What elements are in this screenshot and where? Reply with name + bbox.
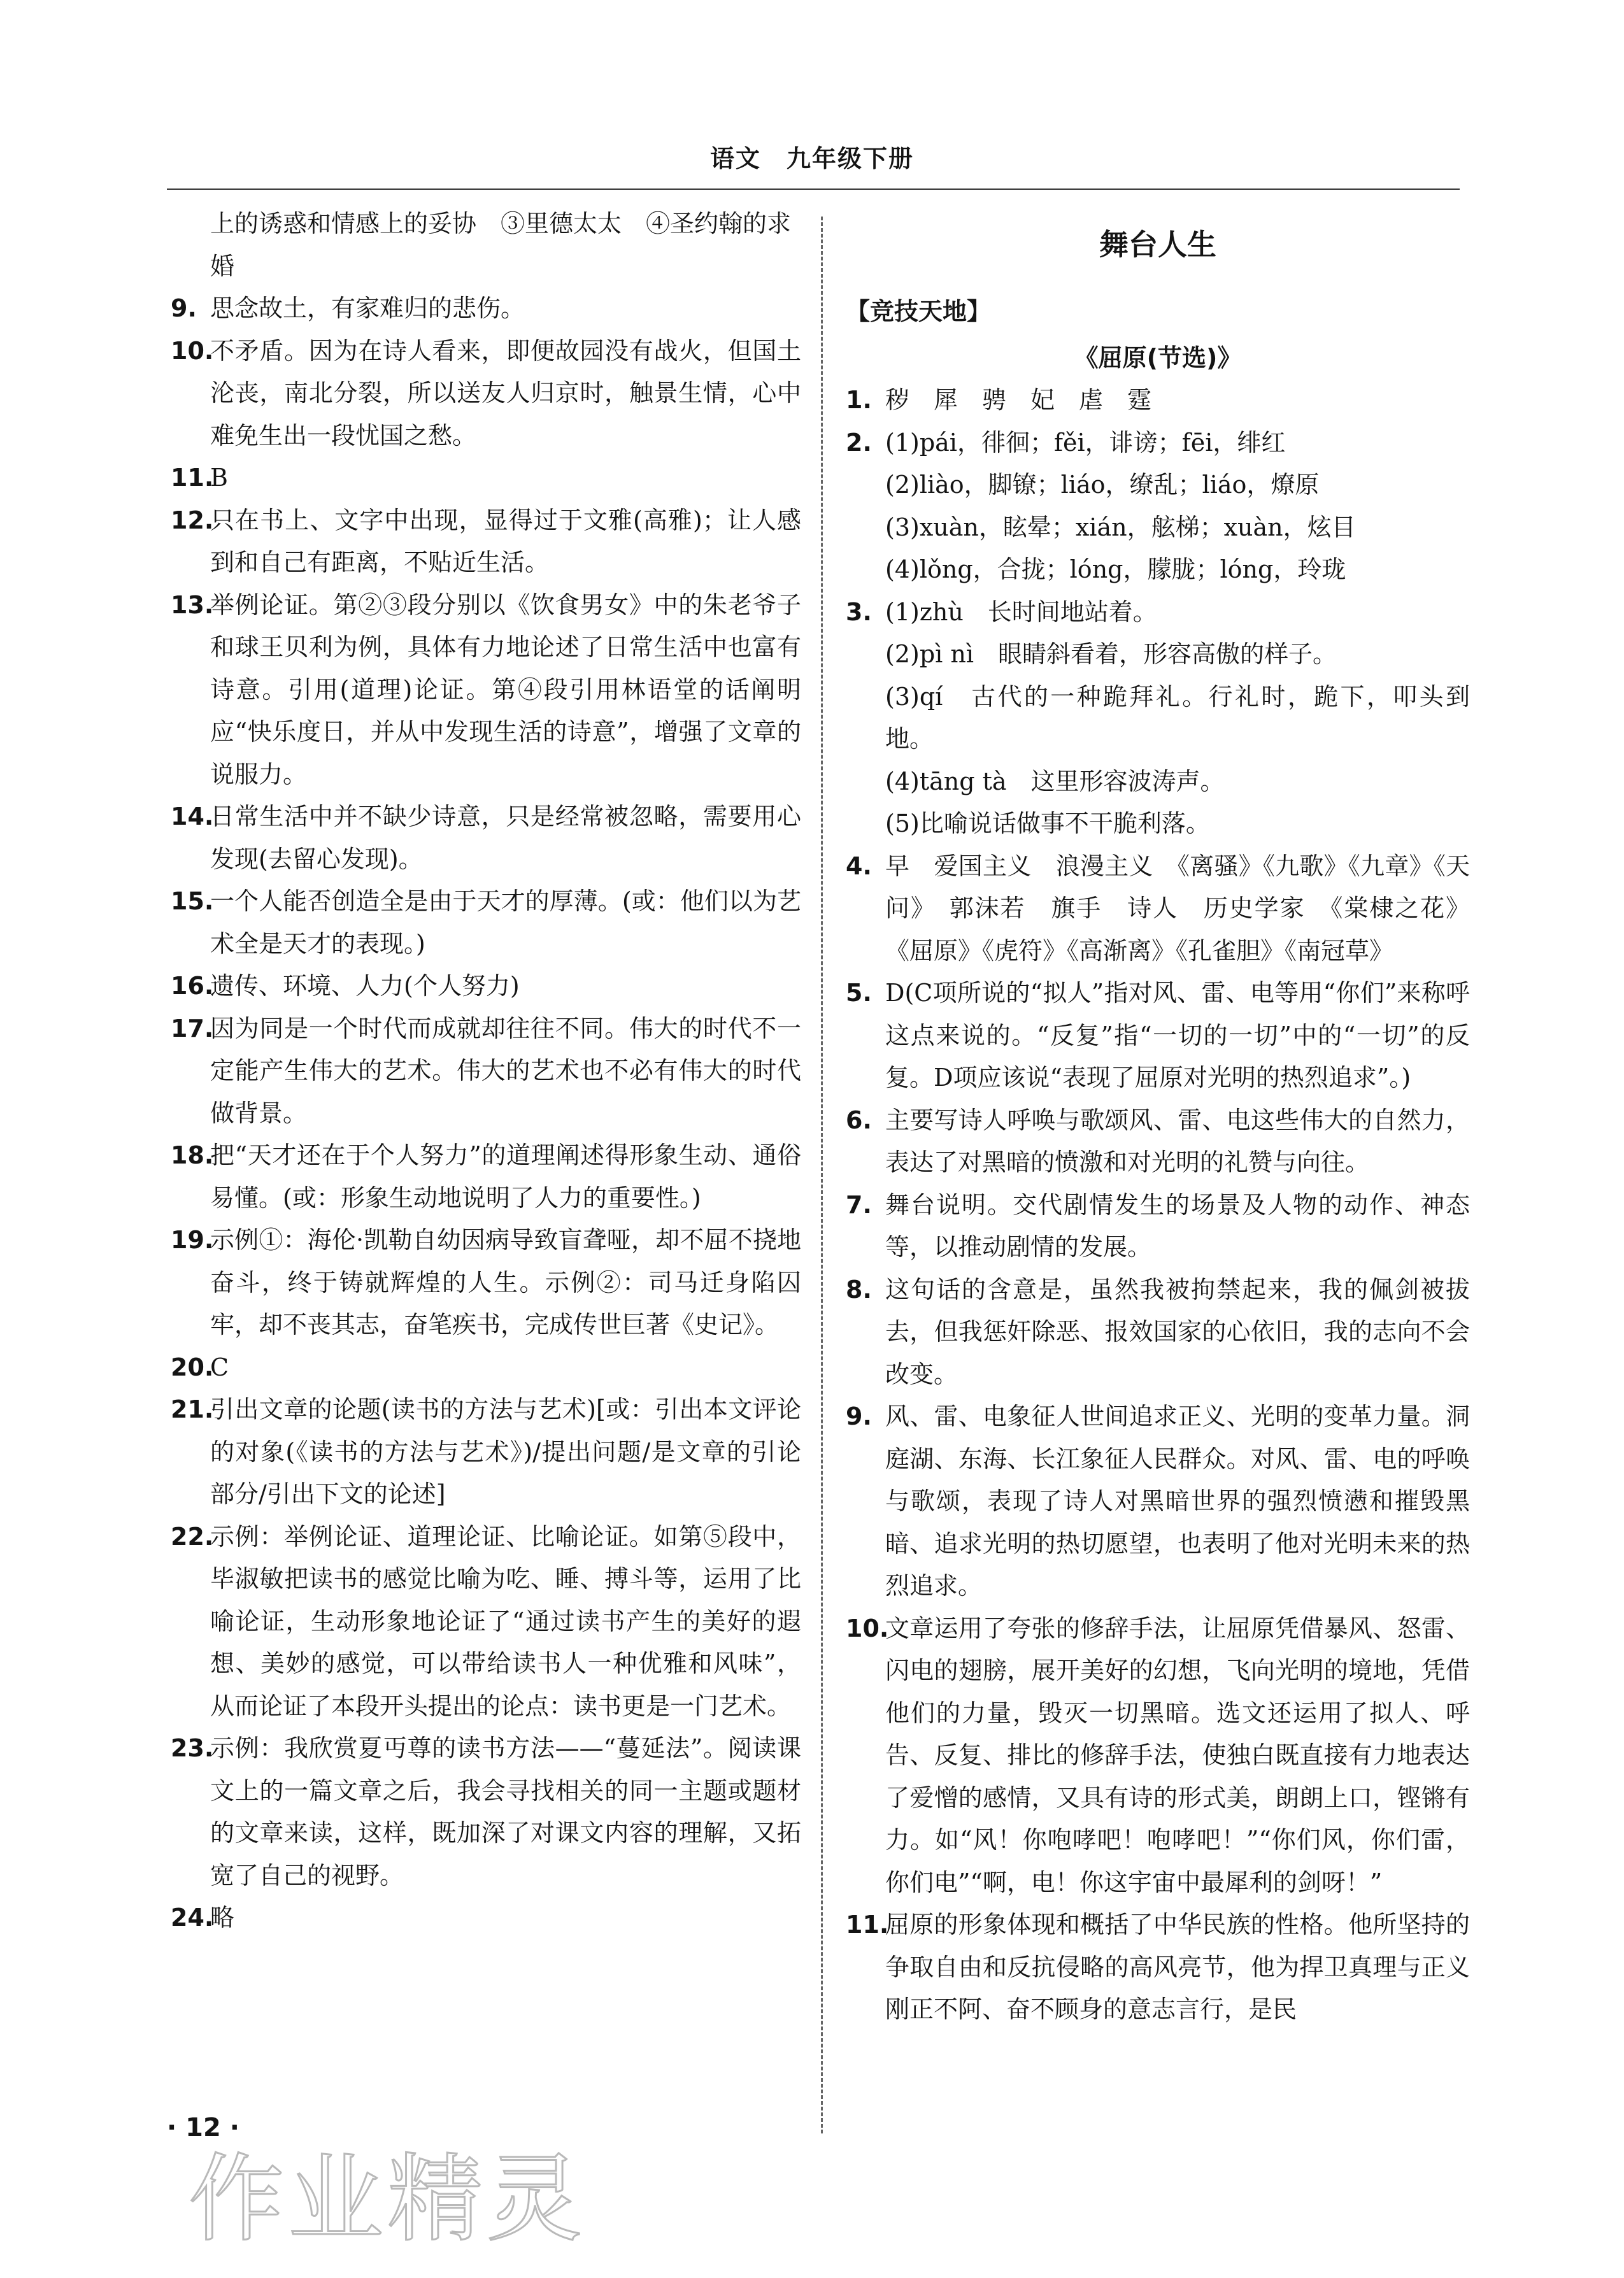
answer-line: (3)qí 古代的一种跪拜礼。行礼时，跪下，叩头到地。 [885, 682, 1470, 753]
answer-item [171, 457, 801, 499]
left-column [171, 203, 801, 1939]
answer-number: 7. [846, 1190, 872, 1219]
answer-item [846, 1184, 1470, 1269]
answer-number: 22. [171, 1522, 214, 1551]
answer-item [171, 287, 801, 330]
answer-number: 23. [171, 1734, 214, 1762]
answer-item [171, 1388, 801, 1516]
answer-number: 4. [846, 851, 872, 880]
section-title: 舞台人生 [1099, 227, 1216, 262]
answer-text: 示例：举例论证、道理论证、比喻论证。如第⑤段中，毕淑敏把读书的感觉比喻为吃、睡、搏斗等，运用了比喻论证，生动形象地论证了“通过读书产生的美好的遐想、美妙的感觉，可以带给读书人一种优雅和风味”，从而论证了本段开头提出的论点：读书更是一门艺术。 [210, 1522, 801, 1720]
answer-line: (2)pì nì 眼睛斜看着，形容高傲的样子。 [885, 640, 1337, 668]
answer-item [171, 1219, 801, 1346]
answer-number: 16. [171, 972, 214, 1000]
answer-number: 11. [846, 1911, 889, 1939]
answer-line: 风、雷、电象征人世间追求正义、光明的变革力量。洞庭湖、东海、长江象征人民群众。对风、雷、电的呼唤与歌颂，表现了诗人对黑暗世界的强烈愤懑和摧毁黑暗、追求光明的热切愿望，也表明了他对光明未来的热烈追求。 [885, 1402, 1470, 1600]
answer-line: (3)xuàn，眩晕；xián，舷梯；xuàn，炫目 [885, 513, 1356, 541]
answer-item [171, 1007, 801, 1135]
answer-line: D(C项所说的“拟人”指对风、雷、电等用“你们”来称呼这点来说的。“反复”指“一切的一切”中的“一切”的反复。D项应该说“表现了屈原对光明的热烈追求”。) [885, 979, 1470, 1092]
answer-number: 2. [846, 428, 872, 457]
answer-item [846, 972, 1470, 1099]
watermark-logo: 作业精灵 [189, 2144, 587, 2255]
answer-number: 20. [171, 1353, 214, 1381]
answer-number: 5. [846, 979, 872, 1007]
answer-item [846, 1607, 1470, 1904]
answer-line: 主要写诗人呼唤与歌颂风、雷、电这些伟大的自然力，表达了对黑暗的愤激和对光明的礼赞与向往。 [885, 1106, 1470, 1176]
answer-number: 9. [846, 1402, 872, 1430]
answer-number: 3. [846, 597, 872, 626]
answer-number: 9. [171, 294, 197, 322]
answer-text: 举例论证。第②③段分别以《饮食男女》中的朱老爷子和球王贝利为例，具体有力地论述了日常生活中也富有诗意。引用(道理)论证。第④段引用林语堂的话阐明应“快乐度日，并从中发现生活的诗意”，增强了文章的说服力。 [210, 590, 801, 788]
answer-number: 21. [171, 1395, 214, 1423]
answer-text: 遗传、环境、人力(个人努力) [210, 972, 520, 1000]
answer-number: 10. [846, 1614, 889, 1642]
answer-item [171, 584, 801, 796]
answer-line: 早 爱国主义 浪漫主义 《离骚》《九歌》《九章》《天问》 郭沫若 旗手 诗人 历史学家 《棠棣之花》《屈原》《虎符》《高渐离》《孔雀胆》《南冠草》 [885, 851, 1470, 965]
answer-text: 不矛盾。因为在诗人看来，即便故园没有战火，但国土沦丧，南北分裂，所以送友人归京时，触景生情，心中难免生出一段忧国之愁。 [210, 336, 801, 450]
answer-item [171, 1134, 801, 1219]
answer-line: (5)比喻说话做事不干脆利落。 [885, 809, 1210, 837]
right-column [846, 203, 1470, 2031]
answer-number: 18. [171, 1141, 214, 1169]
answer-item [171, 1346, 801, 1389]
answer-item [171, 1727, 801, 1897]
answer-line: (2)liào，脚镣；liáo，缭乱；liáo，燎原 [885, 471, 1320, 499]
column-divider [821, 217, 823, 2133]
answer-item [171, 880, 801, 965]
answer-text: 引出文章的论题(读书的方法与艺术)[或：引出本文评论的对象(《读书的方法与艺术》)/提出问题/是文章的引论部分/引出下文的论述] [210, 1395, 801, 1508]
answer-text: 只在书上、文字中出现，显得过于文雅(高雅)；让人感到和自己有距离，不贴近生活。 [210, 506, 801, 576]
answer-line: 舞台说明。交代剧情发生的场景及人物的动作、神态等，以推动剧情的发展。 [885, 1190, 1470, 1261]
answer-item [846, 591, 1470, 845]
answer-line: 这句话的含意是，虽然我被拘禁起来，我的佩剑被拔去，但我惩奸除恶、报效国家的心依旧，我的志向不会改变。 [885, 1275, 1470, 1388]
answer-item [171, 1897, 801, 1939]
answer-number: 13. [171, 590, 214, 619]
answer-item [846, 845, 1470, 972]
answer-line: (4)lǒng，合拢；lóng，朦胧；lóng，玲珑 [885, 555, 1346, 583]
answer-item [846, 1099, 1470, 1184]
answer-line: (1)pái，徘徊；fěi，诽谤；fēi，绯红 [885, 428, 1286, 457]
answer-line: (4)tāng tà 这里形容波涛声。 [885, 767, 1225, 795]
answer-text: 因为同是一个时代而成就却往往不同。伟大的时代不一定能产生伟大的艺术。伟大的艺术也不必有伟大的时代做背景。 [210, 1014, 801, 1127]
page-header: 语文 九年级下册 [709, 145, 914, 173]
page-number: · 12 · [167, 2113, 239, 2142]
continuation-text: 上的诱惑和情感上的妥协 ③里德太太 ④圣约翰的求婚 [210, 210, 792, 280]
answer-item [846, 1269, 1470, 1396]
answer-line: 屈原的形象体现和概括了中华民族的性格。他所坚持的争取自由和反抗侵略的高风亮节，他为捍卫真理与正义刚正不阿、奋不顾身的意志言行，是民 [885, 1911, 1470, 2023]
answer-number: 24. [171, 1904, 214, 1932]
lesson-title: 《屈原(节选)》 [1074, 343, 1242, 372]
answer-number: 12. [171, 506, 214, 534]
answer-number: 10. [171, 336, 214, 365]
answer-item [846, 379, 1470, 422]
answer-text: B [210, 464, 228, 492]
answer-item [846, 1904, 1470, 2031]
answer-line: (1)zhù 长时间地站着。 [885, 597, 1157, 626]
answer-item [846, 1395, 1470, 1607]
answer-number: 8. [846, 1275, 872, 1304]
answer-line: 秽 犀 骋 妃 虐 霆 [885, 386, 1152, 414]
answer-item [171, 1516, 801, 1728]
answer-text: 日常生活中并不缺少诗意，只是经常被忽略，需要用心发现(去留心发现)。 [210, 802, 801, 873]
answer-text: 把“天才还在于个人努力”的道理阐述得形象生动、通俗易懂。(或：形象生动地说明了人力的重要性。) [210, 1141, 801, 1212]
section-tag: 【竞技天地】 [846, 297, 992, 325]
answer-number: 17. [171, 1014, 214, 1043]
answer-item [171, 499, 801, 584]
answer-item [171, 330, 801, 457]
answer-text: 示例①：海伦·凯勒自幼因病导致盲聋哑，却不屈不挠地奋斗，终于铸就辉煌的人生。示例②：司马迁身陷囚牢，却不丧其志，奋笔疾书，完成传世巨著《史记》。 [210, 1226, 801, 1339]
answer-number: 14. [171, 802, 214, 830]
answer-item [171, 965, 801, 1007]
answer-item [846, 422, 1470, 591]
answer-text: C [210, 1353, 229, 1381]
answer-number: 15. [171, 887, 214, 915]
answer-text: 思念故土，有家难归的悲伤。 [210, 294, 525, 322]
answer-number: 6. [846, 1106, 872, 1134]
answer-item [171, 795, 801, 880]
answer-line: 文章运用了夸张的修辞手法，让屈原凭借暴风、怒雷、闪电的翅膀，展开美好的幻想，飞向光明的境地，凭借他们的力量，毁灭一切黑暗。选文还运用了拟人、呼告、反复、排比的修辞手法，使独白既直接有力地表达了爱憎的感情，又具有诗的形式美，朗朗上口，铿锵有力。如“风！你咆哮吧！咆哮吧！”“你们风，你们雷，你们电”“啊，电！你这宇宙中最犀利的剑呀！” [885, 1614, 1470, 1897]
header-rule [167, 189, 1460, 190]
answer-number: 1. [846, 386, 872, 414]
answer-number: 19. [171, 1226, 214, 1254]
answer-text: 略 [210, 1904, 235, 1932]
answer-text: 示例：我欣赏夏丏尊的读书方法——“蔓延法”。阅读课文上的一篇文章之后，我会寻找相关的同一主题或题材的文章来读，这样，既加深了对课文内容的理解，又拓宽了自己的视野。 [210, 1734, 801, 1890]
answer-number: 11. [171, 464, 214, 492]
answer-text: 一个人能否创造全是由于天才的厚薄。(或：他们以为艺术全是天才的表现。) [210, 887, 801, 958]
